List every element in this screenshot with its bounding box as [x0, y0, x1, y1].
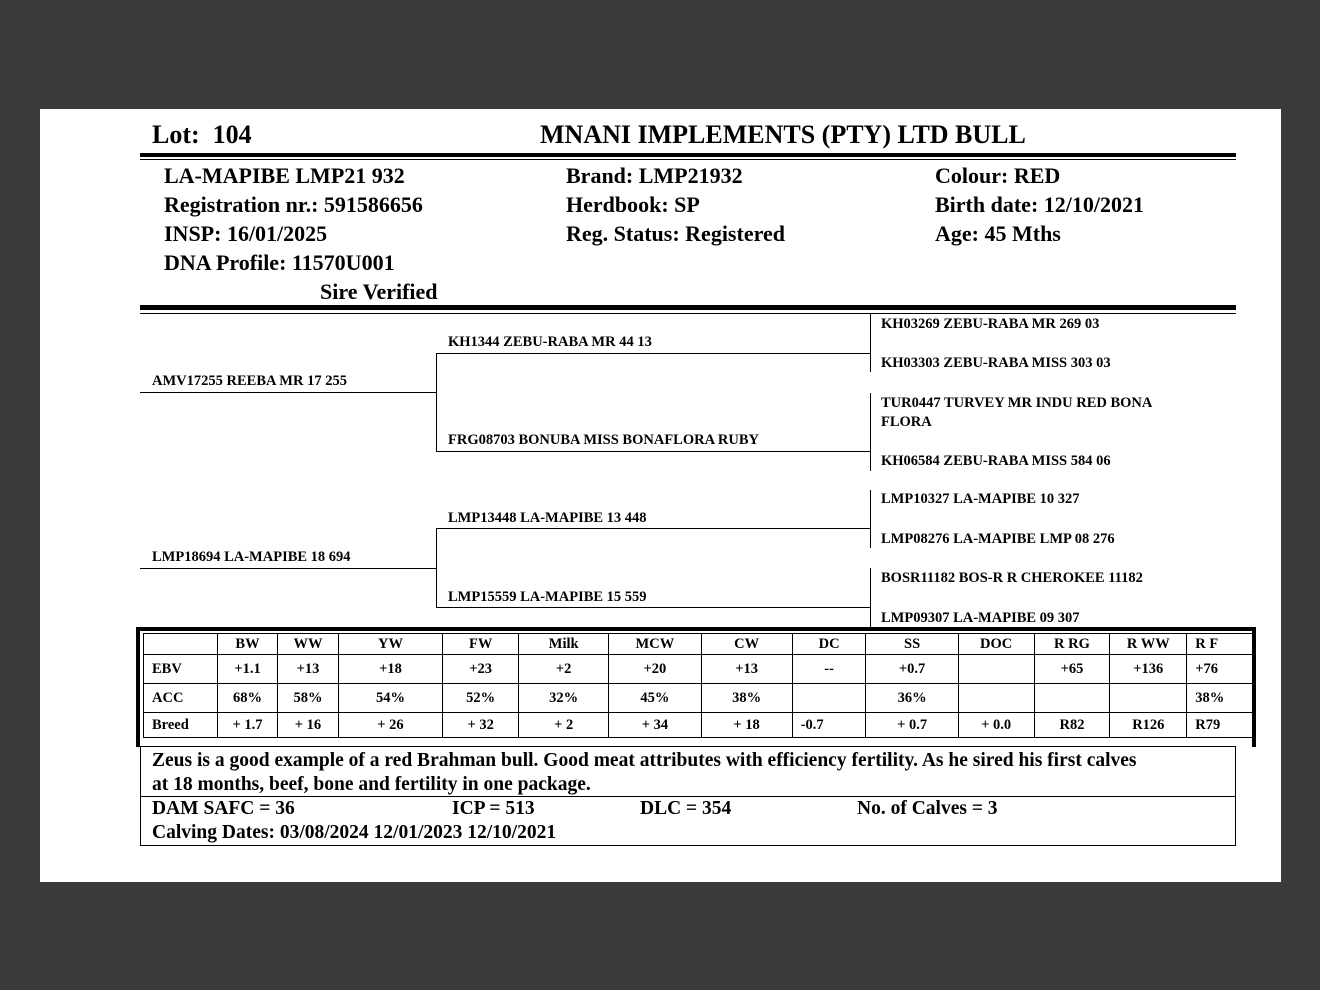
ebv-row-label: ACC	[144, 684, 218, 713]
dam-bracket	[436, 529, 437, 607]
pedigree-sire: AMV17255 REEBA MR 17 255	[152, 373, 347, 389]
calving-dates: Calving Dates: 03/08/2024 12/01/2023 12/10/2021	[152, 822, 557, 843]
ebv-col-header: Milk	[519, 634, 609, 655]
ebv-cell	[958, 655, 1034, 684]
ebv-cell: 38%	[701, 684, 792, 713]
ggp-5: LMP10327 LA-MAPIBE 10 327	[881, 491, 1080, 507]
ebv-col-header: R F	[1187, 634, 1255, 655]
ebv-col-header: MCW	[609, 634, 701, 655]
ebv-cell: + 18	[701, 713, 792, 738]
ebv-cell: +0.7	[866, 655, 958, 684]
ggp-bracket-2	[870, 393, 871, 471]
ebv-cell: R79	[1187, 713, 1255, 738]
ebv-col-header: BW	[217, 634, 277, 655]
ggp-7: BOSR11182 BOS-R R CHEROKEE 11182	[881, 570, 1143, 586]
lot-number: 104	[212, 120, 252, 149]
ebv-col-header: R WW	[1110, 634, 1187, 655]
ebv-cell: + 32	[443, 713, 519, 738]
sire-sire-line	[436, 353, 870, 354]
ebv-cell: + 1.7	[217, 713, 277, 738]
ebv-cell: +23	[443, 655, 519, 684]
ebv-frame-left	[136, 627, 140, 747]
ebv-cell: + 2	[519, 713, 609, 738]
ggp-4: KH06584 ZEBU-RABA MISS 584 06	[881, 453, 1111, 469]
ebv-cell: +1.1	[217, 655, 277, 684]
ebv-cell: --	[792, 655, 866, 684]
ggp-2: KH03303 ZEBU-RABA MISS 303 03	[881, 355, 1111, 371]
ebv-frame-top	[136, 627, 1256, 631]
description-line-1: Zeus is a good example of a red Brahman bull. Good meat attributes with efficiency fertility. As he sired his first calves	[152, 750, 1137, 771]
ggp-3-continued: FLORA	[881, 414, 932, 430]
birth-date: Birth date: 12/10/2021	[935, 192, 1144, 217]
ebv-cell: R82	[1034, 713, 1110, 738]
dam-dam-line	[436, 607, 870, 608]
sire-bracket	[436, 354, 437, 452]
ebv-cell: 58%	[278, 684, 338, 713]
dam-sire-line	[436, 528, 870, 529]
ggp-bracket-4	[870, 568, 871, 628]
ebv-cell: 68%	[217, 684, 277, 713]
lot-label-text: Lot:	[152, 120, 200, 149]
age: Age: 45 Mths	[935, 221, 1061, 246]
info-rule-thick	[140, 305, 1236, 310]
description	[152, 749, 1137, 797]
insp-date: INSP: 16/01/2025	[164, 221, 328, 246]
ebv-row	[144, 655, 1255, 684]
breed-row	[144, 713, 1255, 738]
ggp-1: KH03269 ZEBU-RABA MR 269 03	[881, 316, 1100, 332]
ebv-cell: 38%	[1187, 684, 1255, 713]
ggp-bracket-1	[870, 314, 871, 372]
ebv-cell: -0.7	[792, 713, 866, 738]
seller-title: MNANI IMPLEMENTS (PTY) LTD BULL	[540, 120, 1026, 149]
description-line-2: at 18 months, beef, bone and fertility in one package.	[152, 774, 591, 795]
ebv-cell: 36%	[866, 684, 958, 713]
ebv-cell: +20	[609, 655, 701, 684]
ebv-col-header: DOC	[958, 634, 1034, 655]
ebv-col-header: YW	[338, 634, 443, 655]
ebv-cell: + 34	[609, 713, 701, 738]
animal-info-middle	[566, 161, 785, 248]
ggp-bracket-3	[870, 490, 871, 548]
ebv-cell	[1110, 684, 1187, 713]
ebv-corner-cell	[144, 634, 218, 655]
ebv-cell: + 0.7	[866, 713, 958, 738]
pedigree-dam-dam: LMP15559 LA-MAPIBE 15 559	[448, 589, 647, 605]
ggp-6: LMP08276 LA-MAPIBE LMP 08 276	[881, 531, 1115, 547]
sire-dam-line	[436, 451, 870, 452]
dna-profile: DNA Profile: 11570U001	[164, 250, 395, 275]
ebv-cell: +2	[519, 655, 609, 684]
animal-name: LA-MAPIBE LMP21 932	[164, 163, 405, 188]
sire-line	[140, 392, 436, 393]
colour: Colour: RED	[935, 163, 1061, 188]
ebv-cell: +136	[1110, 655, 1187, 684]
ebv-cell	[958, 684, 1034, 713]
ebv-col-header: SS	[866, 634, 958, 655]
dam-calves: No. of Calves = 3	[857, 798, 998, 819]
ebv-cell: + 16	[278, 713, 338, 738]
dam-safc: DAM SAFC = 36	[152, 798, 295, 819]
pedigree-sire-sire: KH1344 ZEBU-RABA MR 44 13	[448, 334, 652, 350]
ebv-cell: + 26	[338, 713, 443, 738]
dam-dlc: DLC = 354	[640, 798, 732, 819]
pedigree-sire-dam: FRG08703 BONUBA MISS BONAFLORA RUBY	[448, 432, 759, 448]
ebv-col-header: WW	[278, 634, 338, 655]
ebv-cell: +13	[278, 655, 338, 684]
pedigree-dam-sire: LMP13448 LA-MAPIBE 13 448	[448, 510, 647, 526]
ebv-cell: +76	[1187, 655, 1255, 684]
ebv-col-header: FW	[443, 634, 519, 655]
ebv-header-row	[144, 634, 1255, 655]
animal-info-left	[164, 161, 438, 306]
ebv-col-header: R RG	[1034, 634, 1110, 655]
ebv-cell: 45%	[609, 684, 701, 713]
ebv-cell: +13	[701, 655, 792, 684]
ebv-cell: 54%	[338, 684, 443, 713]
pedigree-dam: LMP18694 LA-MAPIBE 18 694	[152, 549, 351, 565]
animal-info-right	[935, 161, 1144, 248]
header-rule-thick	[140, 153, 1236, 157]
header-rule-thin	[140, 159, 1236, 160]
ebv-cell: R126	[1110, 713, 1187, 738]
sire-verified: Sire Verified	[320, 279, 438, 304]
ggp-8: LMP09307 LA-MAPIBE 09 307	[881, 610, 1080, 626]
ebv-cell: +18	[338, 655, 443, 684]
ebv-cell	[1034, 684, 1110, 713]
herdbook: Herdbook: SP	[566, 192, 700, 217]
reg-status: Reg. Status: Registered	[566, 221, 785, 246]
info-rule-thin	[140, 313, 1236, 314]
ebv-cell	[792, 684, 866, 713]
ebv-cell: 52%	[443, 684, 519, 713]
dam-line	[140, 568, 436, 569]
lot-label	[152, 120, 252, 150]
ebv-row-label: EBV	[144, 655, 218, 684]
ebv-cell: + 0.0	[958, 713, 1034, 738]
ebv-cell: 32%	[519, 684, 609, 713]
dam-icp: ICP = 513	[452, 798, 535, 819]
ebv-col-header: DC	[792, 634, 866, 655]
registration-number: Registration nr.: 591586656	[164, 192, 423, 217]
ebv-table	[143, 633, 1255, 738]
ebv-col-header: CW	[701, 634, 792, 655]
ebv-cell: +65	[1034, 655, 1110, 684]
brand: Brand: LMP21932	[566, 163, 743, 188]
ggp-3: TUR0447 TURVEY MR INDU RED BONA	[881, 395, 1153, 411]
ebv-row-label: Breed	[144, 713, 218, 738]
acc-row	[144, 684, 1255, 713]
catalogue-page	[40, 109, 1281, 882]
